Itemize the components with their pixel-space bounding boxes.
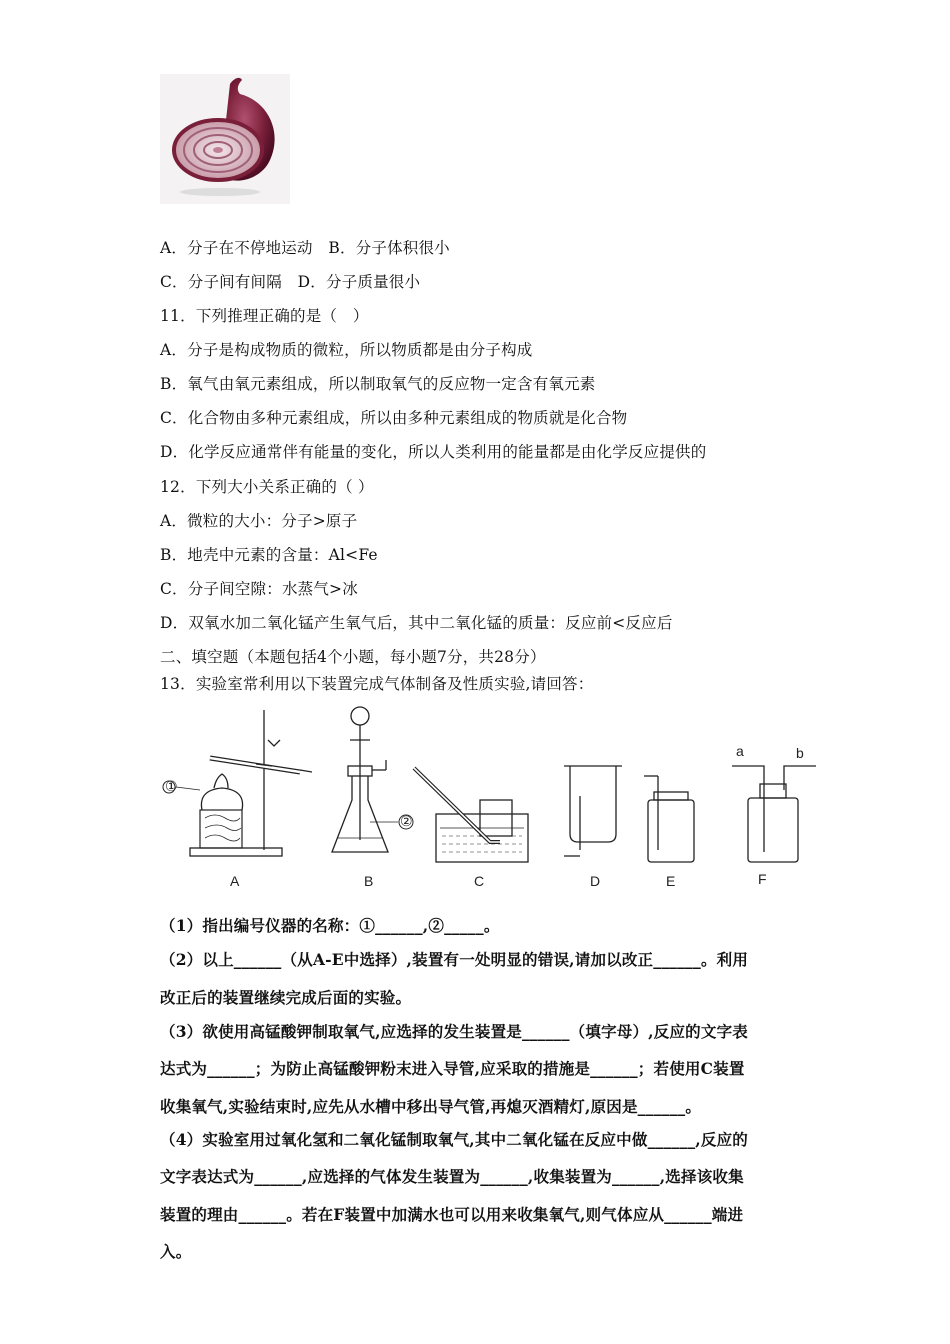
q13-part2-line1: （2）以上______（从A-E中选择）,装置有一处明显的错误,请加以改正______。利用: [160, 950, 749, 969]
q13-part4-line1: （4）实验室用过氧化氢和二氧化锰制取氧气,其中二氧化锰在反应中做______,反应的: [160, 1130, 748, 1149]
q10-options-line2: C．分子间有间隔 D．分子质量很小: [160, 273, 421, 291]
apparatus-a: [163, 710, 312, 856]
q11-option-b: B．氧气由氧元素组成，所以制取氧气的反应物一定含有氧元素: [160, 375, 596, 393]
label-d-device: D: [590, 873, 601, 889]
q12-option-d: D．双氧水加二氧化锰产生氧气后，其中二氧化锰的质量：反应前<反应后: [160, 614, 673, 632]
apparatus-c: [414, 768, 528, 862]
q13-part2-line2: 改正后的装置继续完成后面的实验。: [160, 988, 412, 1007]
q13-part4-line4: 入。: [160, 1242, 192, 1261]
q11-option-d: D．化学反应通常伴有能量的变化，所以人类利用的能量都是由化学反应提供的: [160, 443, 707, 461]
label-b-device: B: [364, 873, 374, 889]
label-port-a: a: [736, 743, 744, 759]
label-e-device: E: [666, 873, 676, 889]
q11-option-a: A．分子是构成物质的微粒，所以物质都是由分子构成: [160, 341, 533, 359]
q12-stem: 12．下列大小关系正确的（ ）: [160, 478, 374, 496]
label-c-device: C: [474, 873, 485, 889]
apparatus-e: [644, 776, 694, 862]
section-title: 二、填空题（本题包括4个小题，每小题7分，共28分）: [160, 648, 546, 666]
q13-part4-line3: 装置的理由______。若在F装置中加满水也可以用来收集氧气,则气体应从______端进: [160, 1205, 744, 1224]
apparatus-b: [332, 707, 413, 852]
label-circle-1: ①: [165, 778, 178, 794]
q12-option-b: B．地壳中元素的含量：Al<Fe: [160, 546, 378, 564]
q12-option-c: C．分子间空隙：水蒸气>冰: [160, 580, 358, 598]
onion-image: [160, 74, 290, 204]
q13-stem: 13．实验室常利用以下装置完成气体制备及性质实验,请回答：: [160, 675, 594, 693]
q12-option-a: A．微粒的大小：分子>原子: [160, 512, 358, 530]
q13-part3-line1: （3）欲使用高锰酸钾制取氧气,应选择的发生装置是______（填字母）,反应的文字表: [160, 1022, 748, 1041]
q11-stem: 11．下列推理正确的是（ ）: [160, 307, 369, 325]
q11-option-c: C．化合物由多种元素组成，所以由多种元素组成的物质就是化合物: [160, 409, 628, 427]
label-a-device: A: [230, 873, 240, 889]
apparatus-f: [732, 766, 816, 862]
apparatus-d: [564, 766, 622, 856]
apparatus-figure: [160, 700, 820, 900]
label-circle-2: ②: [400, 813, 413, 829]
q13-part3-line2: 达式为______；为防止高锰酸钾粉末进入导管,应采取的措施是______；若使用C装置: [160, 1059, 745, 1078]
q13-part4-line2: 文字表达式为______,应选择的气体发生装置为______,收集装置为______,选择该收集: [160, 1167, 744, 1186]
label-f-device: F: [758, 871, 767, 887]
q13-part1: （1）指出编号仪器的名称：①______,②_____。: [160, 916, 500, 935]
q10-options-line1: A．分子在不停地运动 B．分子体积很小: [160, 239, 450, 257]
q13-part3-line3: 收集氧气,实验结束时,应先从水槽中移出导气管,再熄灭酒精灯,原因是______。: [160, 1097, 702, 1116]
label-port-b: b: [796, 745, 804, 761]
